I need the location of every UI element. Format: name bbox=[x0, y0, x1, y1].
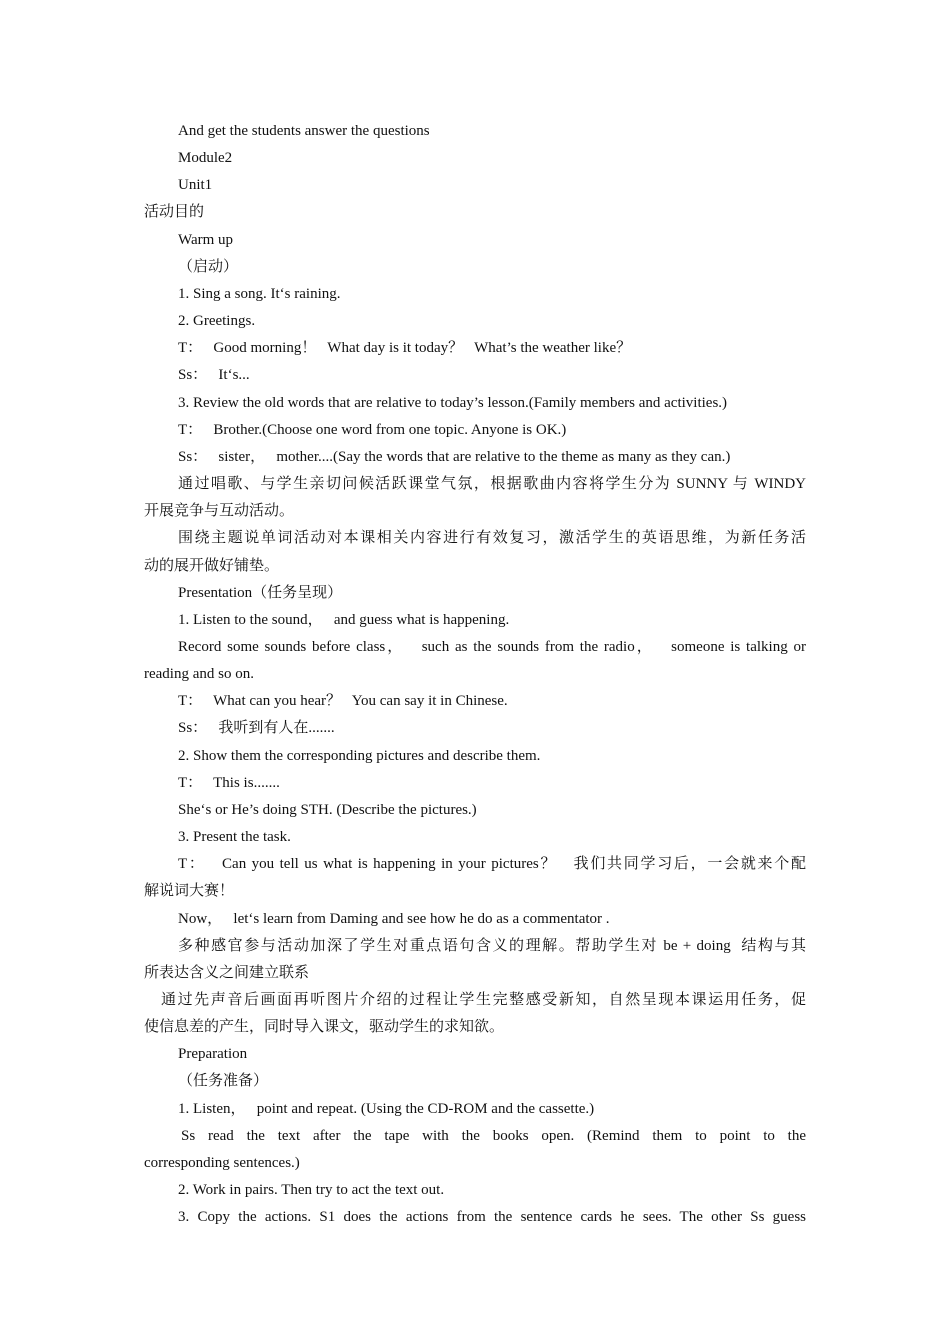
text-line: 2. Work in pairs. Then try to act the text out. bbox=[178, 1182, 445, 1199]
dialogue-line: Ss： 我听到有人在....... bbox=[178, 720, 335, 737]
dialogue-line: T： Good morning！ What day is it today？ What’s the weather like？ bbox=[178, 340, 632, 357]
stage-subheading: （任务准备） bbox=[178, 1073, 269, 1090]
text-line: corresponding sentences.) bbox=[144, 1154, 300, 1171]
text-line: 2. Greetings. bbox=[178, 313, 256, 330]
text-line: Record some sounds before class， such as the sounds from the radio， someone is talking or bbox=[178, 638, 806, 655]
text-line: 解说词大赛！ bbox=[144, 883, 235, 900]
text-line: 围绕主题说单词活动对本课相关内容进行有效复习，激活学生的英语思维，为新任务活 bbox=[178, 530, 806, 547]
section-heading: 活动目的 bbox=[144, 204, 205, 221]
text-line: 所表达含义之间建立联系 bbox=[144, 964, 310, 981]
text-line: 3. Copy the actions. S1 does the actions from the sentence cards he sees. The other Ss guess bbox=[178, 1209, 806, 1226]
dialogue-line: T： This is....... bbox=[178, 774, 280, 791]
text-line: 1. Listen， point and repeat. (Using the CD-ROM and the cassette.) bbox=[178, 1100, 595, 1117]
dialogue-line: T： What can you hear？ You can say it in Chinese. bbox=[178, 693, 508, 710]
stage-heading: Warm up bbox=[178, 231, 234, 248]
text-line: 3. Present the task. bbox=[178, 829, 291, 846]
text-line: 动的展开做好铺垫。 bbox=[144, 557, 280, 574]
stage-subheading: （启动） bbox=[178, 258, 239, 275]
dialogue-line: T： Can you tell us what is happening in your pictures？ 我们共同学习后，一会就来个配 bbox=[178, 856, 806, 873]
text-line: 开展竞争与互动活动。 bbox=[144, 503, 295, 520]
text-line: 1. Listen to the sound， and guess what is happening. bbox=[178, 611, 510, 628]
text-line: Now， let‘s learn from Daming and see how he do as a commentator . bbox=[178, 910, 610, 927]
text-line: 3. Review the old words that are relative to today’s lesson.(Family members and activities.) bbox=[178, 394, 728, 411]
dialogue-line: T： Brother.(Choose one word from one topic. Anyone is OK.) bbox=[178, 421, 567, 438]
text-line: 多种感官参与活动加深了学生对重点语句含义的理解。帮助学生对 be + doing 结构与其 bbox=[178, 937, 806, 954]
text-line: And get the students answer the questions bbox=[178, 123, 430, 139]
stage-heading: Presentation（任务呈现） bbox=[178, 584, 343, 601]
text-line: 通过唱歌、与学生亲切问候活跃课堂气氛，根据歌曲内容将学生分为 SUNNY 与 WINDY bbox=[178, 476, 806, 493]
text-line: 通过先声音后画面再听图片介绍的过程让学生完整感受新知，自然呈现本课运用任务，促 bbox=[161, 992, 806, 1008]
text-line: She‘s or He’s doing STH. (Describe the pictures.) bbox=[178, 801, 477, 818]
text-line: reading and so on. bbox=[144, 666, 254, 683]
unit-heading: Unit1 bbox=[178, 177, 213, 194]
dialogue-line: Ss： sister， mother....(Say the words that are relative to the theme as many as they can.) bbox=[178, 448, 731, 465]
text-line: 2. Show them the corresponding pictures and describe them. bbox=[178, 747, 541, 764]
text-line: 1. Sing a song. It‘s raining. bbox=[178, 285, 341, 302]
document-body bbox=[144, 118, 806, 1231]
module-heading: Module2 bbox=[178, 150, 233, 167]
text-line: 使信息差的产生，同时导入课文，驱动学生的求知欲。 bbox=[144, 1019, 505, 1036]
dialogue-line: Ss： It‘s... bbox=[178, 367, 250, 384]
text-line: Ss read the text after the tape with the books open. (Remind them to point to the bbox=[181, 1127, 806, 1144]
stage-heading: Preparation bbox=[178, 1046, 248, 1063]
